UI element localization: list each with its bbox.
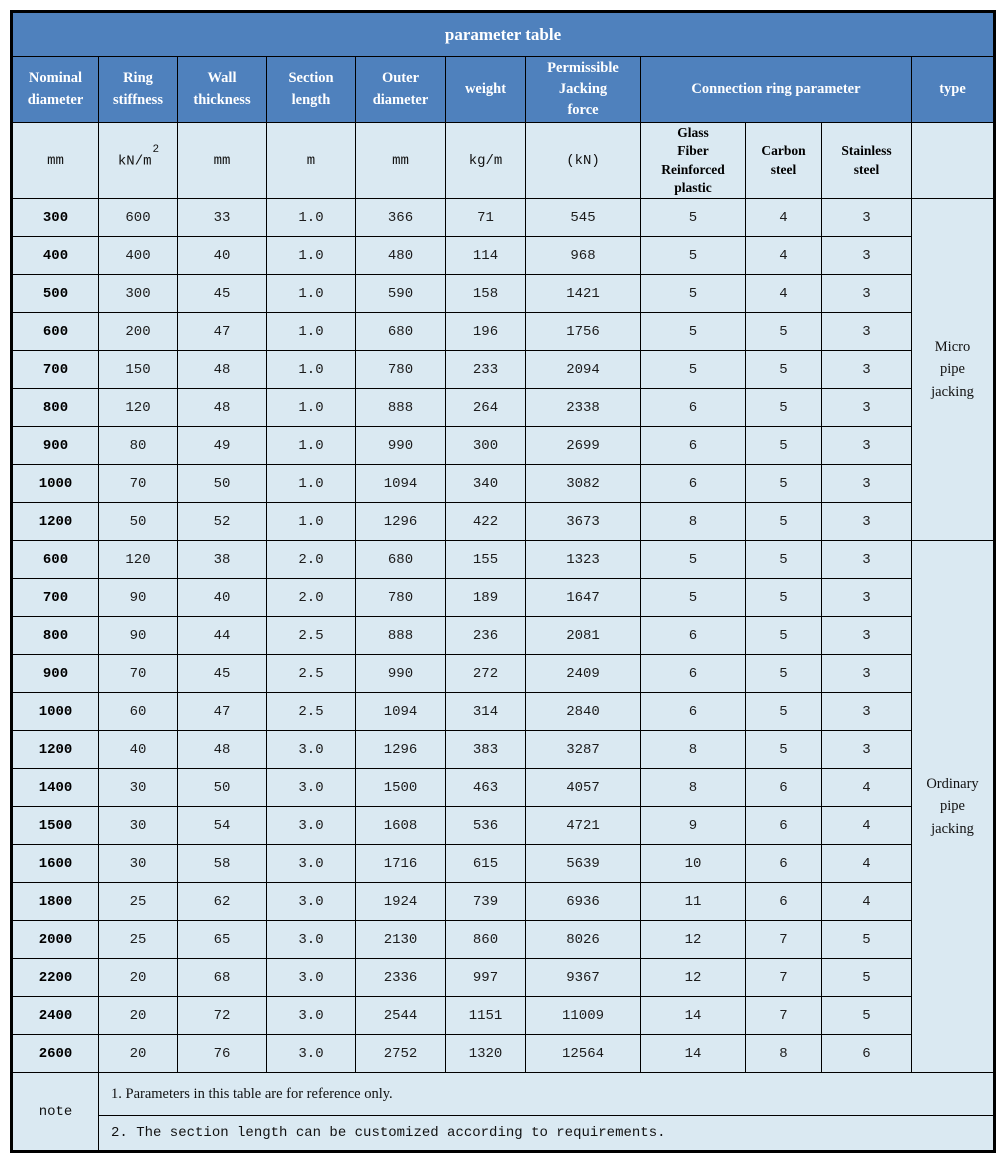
cell-permissible-jacking-force: 2081 xyxy=(526,617,641,655)
cell-ring-stiffness: 70 xyxy=(99,465,178,503)
cell-wall-thickness: 48 xyxy=(178,389,267,427)
cell-stainless-steel: 4 xyxy=(822,769,912,807)
cell-carbon-steel: 5 xyxy=(746,351,822,389)
cell-glass-fiber-reinforced-plastic: 8 xyxy=(641,769,746,807)
type-cell: Micro pipe jacking xyxy=(912,199,995,541)
table-row xyxy=(12,237,995,275)
table-row xyxy=(12,1035,995,1073)
cell-stainless-steel: 3 xyxy=(822,237,912,275)
cell-glass-fiber-reinforced-plastic: 8 xyxy=(641,731,746,769)
cell-permissible-jacking-force: 1323 xyxy=(526,541,641,579)
cell-glass-fiber-reinforced-plastic: 8 xyxy=(641,503,746,541)
cell-carbon-steel: 5 xyxy=(746,427,822,465)
cell-nominal-diameter: 300 xyxy=(12,199,99,237)
table-row xyxy=(12,959,995,997)
cell-carbon-steel: 5 xyxy=(746,617,822,655)
table-row xyxy=(12,921,995,959)
cell-nominal-diameter: 800 xyxy=(12,389,99,427)
column-header-section-length: Section length xyxy=(267,57,356,123)
cell-nominal-diameter: 900 xyxy=(12,427,99,465)
cell-carbon-steel: 5 xyxy=(746,465,822,503)
cell-outer-diameter: 1608 xyxy=(356,807,446,845)
table-row xyxy=(12,313,995,351)
header-row xyxy=(12,57,995,123)
cell-wall-thickness: 72 xyxy=(178,997,267,1035)
cell-nominal-diameter: 900 xyxy=(12,655,99,693)
cell-ring-stiffness: 80 xyxy=(99,427,178,465)
cell-outer-diameter: 2130 xyxy=(356,921,446,959)
cell-glass-fiber-reinforced-plastic: 12 xyxy=(641,959,746,997)
cell-outer-diameter: 1296 xyxy=(356,503,446,541)
cell-glass-fiber-reinforced-plastic: 5 xyxy=(641,199,746,237)
cell-glass-fiber-reinforced-plastic: 5 xyxy=(641,579,746,617)
subheader-carbon-steel: Carbon steel xyxy=(746,123,822,199)
cell-carbon-steel: 6 xyxy=(746,807,822,845)
cell-glass-fiber-reinforced-plastic: 5 xyxy=(641,237,746,275)
cell-carbon-steel: 4 xyxy=(746,275,822,313)
cell-section-length: 3.0 xyxy=(267,921,356,959)
cell-weight: 189 xyxy=(446,579,526,617)
cell-wall-thickness: 52 xyxy=(178,503,267,541)
cell-permissible-jacking-force: 1756 xyxy=(526,313,641,351)
table-row xyxy=(12,275,995,313)
cell-section-length: 1.0 xyxy=(267,199,356,237)
cell-nominal-diameter: 600 xyxy=(12,313,99,351)
cell-nominal-diameter: 700 xyxy=(12,579,99,617)
cell-section-length: 1.0 xyxy=(267,503,356,541)
cell-wall-thickness: 45 xyxy=(178,655,267,693)
cell-carbon-steel: 5 xyxy=(746,731,822,769)
cell-ring-stiffness: 50 xyxy=(99,503,178,541)
cell-ring-stiffness: 400 xyxy=(99,237,178,275)
cell-stainless-steel: 4 xyxy=(822,845,912,883)
column-header-wall-thickness: Wall thickness xyxy=(178,57,267,123)
unit-nominal-diameter: mm xyxy=(12,123,99,199)
unit-wall-thickness: mm xyxy=(178,123,267,199)
cell-weight: 236 xyxy=(446,617,526,655)
cell-ring-stiffness: 25 xyxy=(99,883,178,921)
table-row xyxy=(12,769,995,807)
cell-wall-thickness: 50 xyxy=(178,769,267,807)
cell-section-length: 1.0 xyxy=(267,313,356,351)
cell-outer-diameter: 680 xyxy=(356,313,446,351)
cell-wall-thickness: 33 xyxy=(178,199,267,237)
note-line-1: 1. Parameters in this table are for reference only. xyxy=(99,1073,995,1116)
units-row xyxy=(12,123,995,199)
cell-permissible-jacking-force: 2338 xyxy=(526,389,641,427)
cell-permissible-jacking-force: 3082 xyxy=(526,465,641,503)
cell-weight: 463 xyxy=(446,769,526,807)
note-label: note xyxy=(12,1073,99,1152)
table-row xyxy=(12,427,995,465)
cell-section-length: 2.0 xyxy=(267,579,356,617)
cell-ring-stiffness: 60 xyxy=(99,693,178,731)
cell-carbon-steel: 6 xyxy=(746,883,822,921)
cell-permissible-jacking-force: 4721 xyxy=(526,807,641,845)
cell-permissible-jacking-force: 3673 xyxy=(526,503,641,541)
cell-outer-diameter: 888 xyxy=(356,617,446,655)
cell-glass-fiber-reinforced-plastic: 10 xyxy=(641,845,746,883)
cell-stainless-steel: 4 xyxy=(822,807,912,845)
cell-nominal-diameter: 700 xyxy=(12,351,99,389)
cell-outer-diameter: 366 xyxy=(356,199,446,237)
cell-glass-fiber-reinforced-plastic: 6 xyxy=(641,617,746,655)
cell-outer-diameter: 2336 xyxy=(356,959,446,997)
cell-outer-diameter: 780 xyxy=(356,351,446,389)
cell-outer-diameter: 1094 xyxy=(356,465,446,503)
cell-weight: 1320 xyxy=(446,1035,526,1073)
subheader-glass-fiber-reinforced-plastic: Glass Fiber Reinforced plastic xyxy=(641,123,746,199)
parameter-table xyxy=(10,10,996,1153)
cell-outer-diameter: 2544 xyxy=(356,997,446,1035)
unit-section-length: m xyxy=(267,123,356,199)
table-row xyxy=(12,731,995,769)
cell-stainless-steel: 3 xyxy=(822,617,912,655)
cell-stainless-steel: 3 xyxy=(822,655,912,693)
cell-wall-thickness: 68 xyxy=(178,959,267,997)
cell-outer-diameter: 1924 xyxy=(356,883,446,921)
cell-stainless-steel: 5 xyxy=(822,959,912,997)
cell-nominal-diameter: 1800 xyxy=(12,883,99,921)
column-header-type: type xyxy=(912,57,995,123)
cell-stainless-steel: 6 xyxy=(822,1035,912,1073)
cell-section-length: 2.5 xyxy=(267,655,356,693)
cell-nominal-diameter: 600 xyxy=(12,541,99,579)
cell-outer-diameter: 1296 xyxy=(356,731,446,769)
cell-section-length: 1.0 xyxy=(267,275,356,313)
cell-ring-stiffness: 600 xyxy=(99,199,178,237)
cell-section-length: 2.0 xyxy=(267,541,356,579)
cell-ring-stiffness: 150 xyxy=(99,351,178,389)
cell-permissible-jacking-force: 2094 xyxy=(526,351,641,389)
cell-weight: 997 xyxy=(446,959,526,997)
cell-glass-fiber-reinforced-plastic: 12 xyxy=(641,921,746,959)
cell-weight: 739 xyxy=(446,883,526,921)
table-row xyxy=(12,845,995,883)
note-row xyxy=(12,1116,995,1152)
cell-ring-stiffness: 30 xyxy=(99,807,178,845)
cell-outer-diameter: 1716 xyxy=(356,845,446,883)
cell-wall-thickness: 49 xyxy=(178,427,267,465)
cell-section-length: 1.0 xyxy=(267,427,356,465)
cell-glass-fiber-reinforced-plastic: 6 xyxy=(641,427,746,465)
cell-carbon-steel: 7 xyxy=(746,959,822,997)
cell-stainless-steel: 3 xyxy=(822,389,912,427)
cell-weight: 196 xyxy=(446,313,526,351)
cell-ring-stiffness: 200 xyxy=(99,313,178,351)
cell-wall-thickness: 40 xyxy=(178,237,267,275)
cell-section-length: 3.0 xyxy=(267,1035,356,1073)
cell-weight: 71 xyxy=(446,199,526,237)
cell-outer-diameter: 1500 xyxy=(356,769,446,807)
cell-weight: 615 xyxy=(446,845,526,883)
note-row xyxy=(12,1073,995,1116)
cell-weight: 383 xyxy=(446,731,526,769)
cell-permissible-jacking-force: 3287 xyxy=(526,731,641,769)
cell-outer-diameter: 780 xyxy=(356,579,446,617)
cell-carbon-steel: 7 xyxy=(746,921,822,959)
cell-permissible-jacking-force: 4057 xyxy=(526,769,641,807)
cell-ring-stiffness: 30 xyxy=(99,769,178,807)
cell-permissible-jacking-force: 968 xyxy=(526,237,641,275)
cell-outer-diameter: 990 xyxy=(356,427,446,465)
cell-carbon-steel: 5 xyxy=(746,389,822,427)
cell-permissible-jacking-force: 545 xyxy=(526,199,641,237)
cell-stainless-steel: 3 xyxy=(822,465,912,503)
cell-ring-stiffness: 90 xyxy=(99,579,178,617)
column-header-nominal-diameter: Nominal diameter xyxy=(12,57,99,123)
cell-outer-diameter: 680 xyxy=(356,541,446,579)
cell-carbon-steel: 4 xyxy=(746,237,822,275)
cell-wall-thickness: 76 xyxy=(178,1035,267,1073)
cell-section-length: 2.5 xyxy=(267,617,356,655)
cell-permissible-jacking-force: 2699 xyxy=(526,427,641,465)
cell-section-length: 3.0 xyxy=(267,997,356,1035)
cell-weight: 158 xyxy=(446,275,526,313)
cell-carbon-steel: 5 xyxy=(746,579,822,617)
cell-nominal-diameter: 400 xyxy=(12,237,99,275)
cell-nominal-diameter: 2200 xyxy=(12,959,99,997)
subheader-stainless-steel: Stainless steel xyxy=(822,123,912,199)
column-header-outer-diameter: Outer diameter xyxy=(356,57,446,123)
cell-nominal-diameter: 1500 xyxy=(12,807,99,845)
cell-outer-diameter: 590 xyxy=(356,275,446,313)
cell-glass-fiber-reinforced-plastic: 5 xyxy=(641,541,746,579)
cell-nominal-diameter: 1200 xyxy=(12,503,99,541)
cell-section-length: 3.0 xyxy=(267,959,356,997)
cell-stainless-steel: 3 xyxy=(822,275,912,313)
cell-permissible-jacking-force: 5639 xyxy=(526,845,641,883)
cell-glass-fiber-reinforced-plastic: 14 xyxy=(641,1035,746,1073)
cell-wall-thickness: 50 xyxy=(178,465,267,503)
cell-weight: 340 xyxy=(446,465,526,503)
cell-stainless-steel: 4 xyxy=(822,883,912,921)
unit-type-empty xyxy=(912,123,995,199)
cell-stainless-steel: 5 xyxy=(822,921,912,959)
cell-ring-stiffness: 300 xyxy=(99,275,178,313)
cell-section-length: 2.5 xyxy=(267,693,356,731)
column-header-connection-ring-parameter: Connection ring parameter xyxy=(641,57,912,123)
cell-ring-stiffness: 30 xyxy=(99,845,178,883)
cell-wall-thickness: 48 xyxy=(178,351,267,389)
cell-weight: 1151 xyxy=(446,997,526,1035)
table-row xyxy=(12,389,995,427)
cell-glass-fiber-reinforced-plastic: 6 xyxy=(641,389,746,427)
cell-weight: 272 xyxy=(446,655,526,693)
cell-weight: 536 xyxy=(446,807,526,845)
cell-section-length: 3.0 xyxy=(267,807,356,845)
cell-glass-fiber-reinforced-plastic: 11 xyxy=(641,883,746,921)
cell-weight: 300 xyxy=(446,427,526,465)
cell-wall-thickness: 58 xyxy=(178,845,267,883)
cell-carbon-steel: 5 xyxy=(746,503,822,541)
title-row xyxy=(12,12,995,57)
cell-weight: 314 xyxy=(446,693,526,731)
cell-section-length: 3.0 xyxy=(267,731,356,769)
cell-permissible-jacking-force: 8026 xyxy=(526,921,641,959)
cell-weight: 264 xyxy=(446,389,526,427)
cell-section-length: 1.0 xyxy=(267,389,356,427)
cell-ring-stiffness: 25 xyxy=(99,921,178,959)
cell-weight: 422 xyxy=(446,503,526,541)
cell-stainless-steel: 3 xyxy=(822,427,912,465)
cell-wall-thickness: 44 xyxy=(178,617,267,655)
cell-permissible-jacking-force: 1421 xyxy=(526,275,641,313)
cell-glass-fiber-reinforced-plastic: 5 xyxy=(641,275,746,313)
unit-ring-stiffness-base: kN/m xyxy=(117,153,152,170)
cell-wall-thickness: 48 xyxy=(178,731,267,769)
cell-permissible-jacking-force: 6936 xyxy=(526,883,641,921)
cell-ring-stiffness: 70 xyxy=(99,655,178,693)
table-row xyxy=(12,655,995,693)
cell-nominal-diameter: 1600 xyxy=(12,845,99,883)
cell-wall-thickness: 38 xyxy=(178,541,267,579)
cell-section-length: 1.0 xyxy=(267,351,356,389)
cell-section-length: 3.0 xyxy=(267,845,356,883)
cell-weight: 860 xyxy=(446,921,526,959)
table-row xyxy=(12,997,995,1035)
cell-section-length: 3.0 xyxy=(267,883,356,921)
cell-wall-thickness: 54 xyxy=(178,807,267,845)
cell-nominal-diameter: 2400 xyxy=(12,997,99,1035)
column-header-ring-stiffness: Ring stiffness xyxy=(99,57,178,123)
cell-glass-fiber-reinforced-plastic: 5 xyxy=(641,351,746,389)
cell-carbon-steel: 5 xyxy=(746,541,822,579)
cell-ring-stiffness: 120 xyxy=(99,389,178,427)
cell-ring-stiffness: 120 xyxy=(99,541,178,579)
unit-outer-diameter: mm xyxy=(356,123,446,199)
cell-glass-fiber-reinforced-plastic: 6 xyxy=(641,655,746,693)
cell-glass-fiber-reinforced-plastic: 6 xyxy=(641,693,746,731)
cell-permissible-jacking-force: 12564 xyxy=(526,1035,641,1073)
cell-permissible-jacking-force: 1647 xyxy=(526,579,641,617)
column-header-permissible-jacking-force: Permissible Jacking force xyxy=(526,57,641,123)
cell-nominal-diameter: 2600 xyxy=(12,1035,99,1073)
cell-carbon-steel: 5 xyxy=(746,693,822,731)
cell-weight: 114 xyxy=(446,237,526,275)
cell-permissible-jacking-force: 9367 xyxy=(526,959,641,997)
table-row xyxy=(12,617,995,655)
cell-stainless-steel: 3 xyxy=(822,579,912,617)
cell-ring-stiffness: 90 xyxy=(99,617,178,655)
cell-ring-stiffness: 40 xyxy=(99,731,178,769)
cell-nominal-diameter: 1000 xyxy=(12,465,99,503)
unit-ring-stiffness-exponent: 2 xyxy=(152,144,160,157)
unit-weight: kg/m xyxy=(446,123,526,199)
cell-section-length: 1.0 xyxy=(267,465,356,503)
cell-ring-stiffness: 20 xyxy=(99,959,178,997)
cell-section-length: 1.0 xyxy=(267,237,356,275)
unit-ring-stiffness xyxy=(99,123,178,199)
cell-stainless-steel: 3 xyxy=(822,731,912,769)
cell-permissible-jacking-force: 2840 xyxy=(526,693,641,731)
table-row xyxy=(12,693,995,731)
cell-weight: 233 xyxy=(446,351,526,389)
note-line-2: 2. The section length can be customized according to requirements. xyxy=(99,1116,995,1152)
cell-carbon-steel: 4 xyxy=(746,199,822,237)
cell-wall-thickness: 62 xyxy=(178,883,267,921)
cell-outer-diameter: 888 xyxy=(356,389,446,427)
cell-stainless-steel: 3 xyxy=(822,313,912,351)
table-title: parameter table xyxy=(12,12,995,57)
cell-glass-fiber-reinforced-plastic: 6 xyxy=(641,465,746,503)
cell-nominal-diameter: 1000 xyxy=(12,693,99,731)
cell-outer-diameter: 990 xyxy=(356,655,446,693)
cell-outer-diameter: 2752 xyxy=(356,1035,446,1073)
cell-stainless-steel: 3 xyxy=(822,503,912,541)
cell-carbon-steel: 6 xyxy=(746,769,822,807)
cell-permissible-jacking-force: 2409 xyxy=(526,655,641,693)
cell-stainless-steel: 3 xyxy=(822,541,912,579)
cell-wall-thickness: 65 xyxy=(178,921,267,959)
cell-ring-stiffness: 20 xyxy=(99,997,178,1035)
cell-wall-thickness: 45 xyxy=(178,275,267,313)
cell-carbon-steel: 6 xyxy=(746,845,822,883)
cell-weight: 155 xyxy=(446,541,526,579)
cell-outer-diameter: 480 xyxy=(356,237,446,275)
cell-permissible-jacking-force: 11009 xyxy=(526,997,641,1035)
table-row xyxy=(12,199,995,237)
cell-carbon-steel: 8 xyxy=(746,1035,822,1073)
table-row xyxy=(12,351,995,389)
cell-wall-thickness: 40 xyxy=(178,579,267,617)
cell-stainless-steel: 3 xyxy=(822,199,912,237)
cell-ring-stiffness: 20 xyxy=(99,1035,178,1073)
type-cell: Ordinary pipe jacking xyxy=(912,541,995,1073)
cell-glass-fiber-reinforced-plastic: 5 xyxy=(641,313,746,351)
table-row xyxy=(12,465,995,503)
table-row xyxy=(12,541,995,579)
cell-nominal-diameter: 2000 xyxy=(12,921,99,959)
cell-wall-thickness: 47 xyxy=(178,693,267,731)
cell-nominal-diameter: 500 xyxy=(12,275,99,313)
cell-carbon-steel: 5 xyxy=(746,655,822,693)
table-row xyxy=(12,807,995,845)
cell-carbon-steel: 7 xyxy=(746,997,822,1035)
table-row xyxy=(12,579,995,617)
table-row xyxy=(12,883,995,921)
cell-stainless-steel: 5 xyxy=(822,997,912,1035)
table-row xyxy=(12,503,995,541)
cell-nominal-diameter: 1400 xyxy=(12,769,99,807)
cell-outer-diameter: 1094 xyxy=(356,693,446,731)
column-header-weight: weight xyxy=(446,57,526,123)
cell-nominal-diameter: 800 xyxy=(12,617,99,655)
cell-nominal-diameter: 1200 xyxy=(12,731,99,769)
cell-stainless-steel: 3 xyxy=(822,693,912,731)
cell-carbon-steel: 5 xyxy=(746,313,822,351)
cell-glass-fiber-reinforced-plastic: 9 xyxy=(641,807,746,845)
cell-section-length: 3.0 xyxy=(267,769,356,807)
cell-stainless-steel: 3 xyxy=(822,351,912,389)
cell-glass-fiber-reinforced-plastic: 14 xyxy=(641,997,746,1035)
unit-permissible-jacking-force: (kN) xyxy=(526,123,641,199)
cell-wall-thickness: 47 xyxy=(178,313,267,351)
